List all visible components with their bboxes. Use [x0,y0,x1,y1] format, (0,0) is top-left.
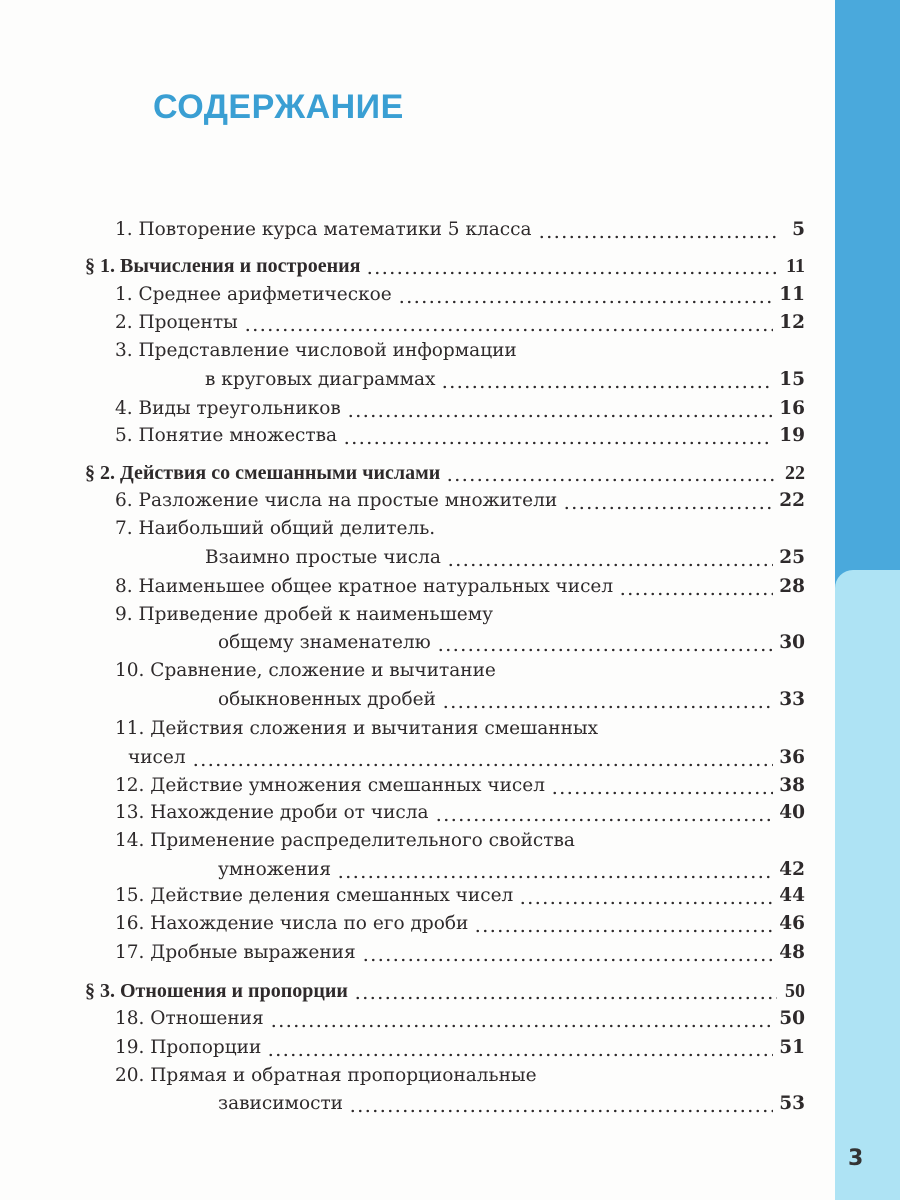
dot-leader [354,996,777,1000]
side-tab-dark [835,0,900,590]
toc-page-number: 40 [779,802,805,823]
dot-leader [343,441,773,445]
dot-leader [366,271,777,275]
toc-entry-title: § 1. Вычисления и построения [85,255,361,277]
toc-entry-row [115,284,805,310]
page-number: 3 [848,1146,864,1171]
toc-entry-row [115,718,598,744]
toc-entry-title: § 3. Отношения и пропорции [85,980,348,1002]
toc-entry-row [218,859,805,885]
toc-entry-title: 18. Отношения [115,1008,264,1029]
dot-leader [519,901,773,905]
toc-page-number: 53 [779,1093,805,1114]
toc-section-row [85,462,805,488]
dot-leader [619,592,773,596]
toc-page-number: 51 [779,1037,805,1058]
dot-leader [446,478,777,482]
dot-leader [398,300,773,304]
toc-page-number: 28 [779,576,805,597]
dot-leader [349,1109,773,1113]
toc-entry-title: 13. Нахождение дроби от числа [115,802,429,823]
dot-leader [563,506,773,510]
toc-entry-row [115,604,493,630]
toc-entry-title: 14. Применение распределительного свойства [115,830,575,851]
toc-entry-title: 9. Приведение дробей к наименьшему [115,604,493,625]
toc-entry-row [128,747,805,773]
toc-entry-row [218,1093,805,1119]
toc-page-number: 36 [779,747,805,768]
toc-entry-title: 15. Действие деления смешанных чисел [115,885,514,906]
dot-leader [441,385,773,389]
toc-entry-title: 7. Наибольший общий делитель. [115,518,436,539]
toc-entry-row [115,1065,537,1091]
toc-entry-row [115,1008,805,1034]
toc-entry-row [115,312,805,338]
toc-entry-row [115,219,805,245]
toc-entry-row [115,518,435,544]
toc-page-number: 33 [779,689,805,710]
dot-leader [347,414,773,418]
toc-entry-title: 4. Виды треугольников [115,398,341,419]
dot-leader [267,1053,773,1057]
side-tab-light [835,570,900,1200]
toc-page-number: 16 [779,398,805,419]
toc-entry-row [115,1037,805,1063]
toc-page-number: 44 [779,885,805,906]
toc-page-number: 38 [779,775,805,796]
toc-entry-title: чисел [128,747,186,768]
toc-entry-row [115,398,805,424]
toc-page-number: 46 [779,913,805,934]
toc-entry-row [115,425,805,451]
page-title: СОДЕРЖАНИЕ [153,88,404,126]
toc-page-number: 30 [779,632,805,653]
dot-leader [337,875,773,879]
toc-entry-title: Взаимно простые числа [205,547,441,568]
dot-leader [192,763,774,767]
toc-page-number: 50 [779,1008,805,1029]
dot-leader [437,648,773,652]
toc-entry-row [205,369,805,395]
toc-entry-title: общему знаменателю [218,632,431,653]
toc-entry-row [115,942,805,968]
toc-section-row [85,980,805,1006]
toc-entry-row [115,660,496,686]
toc-entry-row [115,913,805,939]
toc-entry-title: 6. Разложение числа на простые множители [115,490,558,511]
toc-entry-row [115,830,575,856]
toc-section-row [85,255,805,281]
toc-page-number: 42 [779,859,805,880]
toc-page-number: 12 [779,312,805,333]
toc-entry-row [218,689,805,715]
toc-entry-row [115,340,517,366]
toc-entry-title: 16. Нахождение числа по его дроби [115,913,469,934]
dot-leader [270,1024,774,1028]
dot-leader [362,958,774,962]
toc-page-number: 48 [779,942,805,963]
toc-page-number: 5 [792,219,805,240]
toc-entry-row [115,885,805,911]
toc-entry-row [218,632,805,658]
toc-entry-title: 12. Действие умножения смешанных чисел [115,775,545,796]
toc-page-number: 11 [786,255,805,277]
toc-page-number: 25 [779,547,805,568]
toc-entry-title: § 2. Действия со смешанными числами [85,462,441,484]
toc-page-number: 50 [785,980,805,1002]
toc-entry-title: 19. Пропорции [115,1037,262,1058]
toc-entry-title: зависимости [218,1093,344,1114]
toc-entry-title: 8. Наименьшее общее кратное натуральных чисел [115,576,614,597]
toc-entry-title: 3. Представление числовой информации [115,340,517,361]
toc-entry-title: в круговых диаграммах [205,369,436,390]
toc-entry-title: обыкновенных дробей [218,689,436,710]
toc-entry-title: 20. Прямая и обратная пропорциональные [115,1065,537,1086]
toc-entry-title: 17. Дробные выражения [115,942,356,963]
dot-leader [474,929,773,933]
toc-entry-row [115,775,805,801]
toc-entry-title: 1. Среднее арифметическое [115,284,392,305]
toc-entry-title: 10. Сравнение, сложение и вычитание [115,660,496,681]
dot-leader [447,563,773,567]
dot-leader [435,818,774,822]
dot-leader [244,328,773,332]
toc-entry-title: 2. Проценты [115,312,238,333]
toc-entry-title: 1. Повторение курса математики 5 класса [115,219,532,240]
toc-entry-row [205,547,805,573]
toc-entry-title: 5. Понятие множества [115,425,338,446]
toc-page-number: 22 [785,462,805,484]
dot-leader [442,705,773,709]
toc-entry-row [115,576,805,602]
toc-entry-row [115,802,805,828]
toc-page-number: 11 [779,284,805,305]
toc-page-number: 22 [779,490,805,511]
dot-leader [551,791,773,795]
toc-page-number: 15 [779,369,805,390]
dot-leader [538,235,777,239]
toc-entry-title: умножения [218,859,332,880]
toc-entry-row [115,490,805,516]
toc-page-number: 19 [779,425,805,446]
toc-entry-title: 11. Действия сложения и вычитания смешанных [115,718,599,739]
